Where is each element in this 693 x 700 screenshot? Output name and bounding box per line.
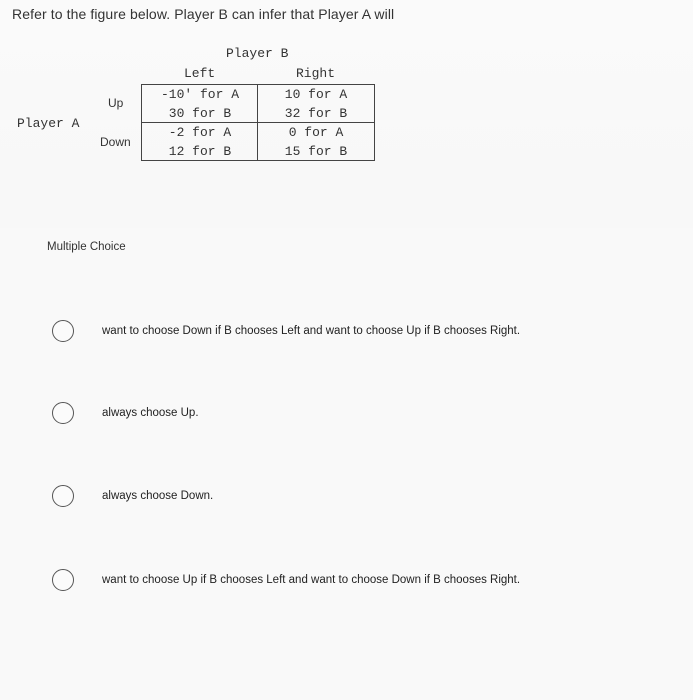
payoff-a: 0 for A [288, 125, 344, 140]
player-a-title: Player A [17, 116, 80, 131]
payoff-a: -2 for A [168, 125, 232, 140]
choices-panel [0, 228, 693, 700]
payoff-a: 10 for A [284, 87, 348, 102]
choice-text: want to choose Up if B chooses Left and want to choose Down if B chooses Right. [102, 574, 521, 586]
radio-button[interactable] [52, 485, 74, 507]
multiple-choice-label: Multiple Choice [47, 241, 126, 253]
payoff-b: 30 for B [168, 106, 232, 121]
payoff-a: -10' for A [160, 87, 239, 102]
choice-text: always choose Down. [102, 490, 214, 502]
row-label-down: Down [100, 135, 131, 149]
choice-option-1[interactable] [52, 320, 520, 342]
choice-text: always choose Up. [102, 407, 199, 419]
player-b-title: Player B [226, 46, 289, 61]
payoff-b: 15 for B [284, 144, 348, 159]
cell-down-left [142, 123, 258, 161]
cell-up-right [258, 85, 374, 123]
radio-button[interactable] [52, 320, 74, 342]
radio-button[interactable] [52, 569, 74, 591]
choice-option-2[interactable] [52, 402, 199, 424]
question-text: Refer to the figure below. Player B can infer that Player A will [12, 6, 395, 22]
payoff-matrix [141, 84, 375, 161]
cell-up-left [142, 85, 258, 123]
column-label-right: Right [296, 66, 336, 81]
cell-down-right [258, 123, 374, 161]
choice-option-4[interactable] [52, 569, 520, 591]
payoff-b: 12 for B [168, 144, 232, 159]
radio-button[interactable] [52, 402, 74, 424]
choice-option-3[interactable] [52, 485, 213, 507]
choice-text: want to choose Down if B chooses Left and want to choose Up if B chooses Right. [102, 325, 521, 337]
payoff-b: 32 for B [284, 106, 348, 121]
column-label-left: Left [184, 66, 216, 81]
row-label-up: Up [108, 96, 124, 110]
